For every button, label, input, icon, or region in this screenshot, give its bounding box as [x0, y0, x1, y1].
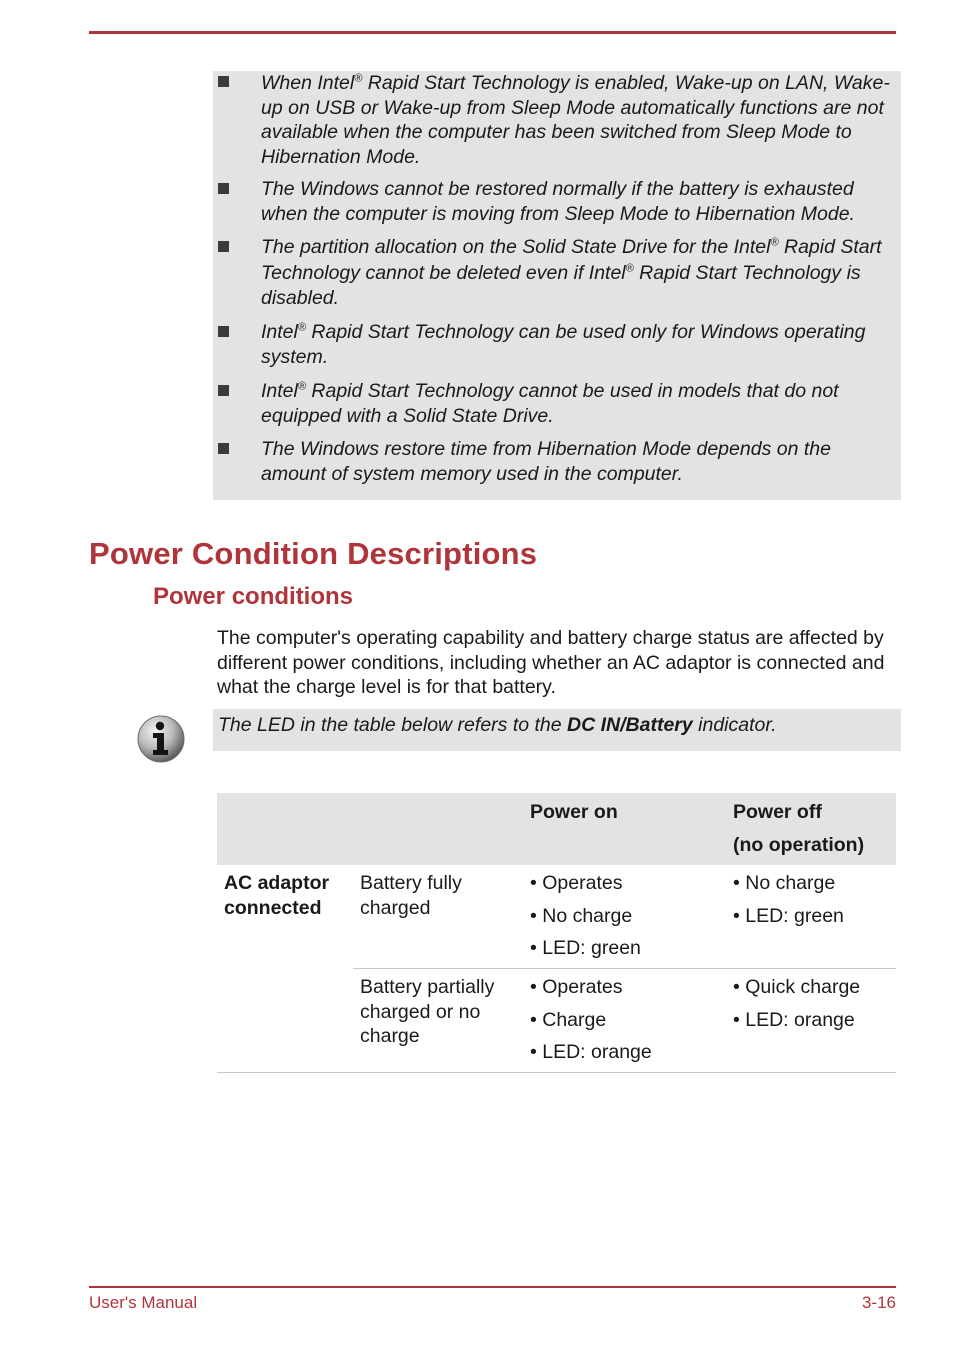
note-box [213, 71, 901, 500]
list-item: • Charge [530, 1008, 607, 1031]
list-item: • No charge [530, 904, 633, 927]
header-power-off-line2: (no operation) [733, 833, 865, 856]
header-power-off [733, 800, 864, 857]
list-item: • LED: green [530, 937, 641, 959]
info-note-text: The LED in the table below refers to the DC IN/Battery indicator. [218, 714, 777, 736]
table-cell-power-off [733, 871, 844, 936]
note-text: When Intel® Rapid Start Technology is enabled, Wake-up on LAN, Wake-up on USB or Wake-up from Sleep Mode automatically functions are not available when the computer has been switched from Sleep Mode to Hibernation Mode. [261, 72, 890, 168]
info-icon [136, 714, 186, 764]
subsection-heading: Power conditions [153, 583, 354, 610]
info-note [213, 709, 901, 751]
list-item: • Operates [530, 872, 623, 894]
note-text: The Windows restore time from Hibernation Mode depends on the amount of system memory used in the computer. [261, 438, 831, 485]
header-power-on: Power on [530, 801, 618, 823]
bullet-square-icon [218, 183, 229, 194]
page-number: 3-16 [861, 1293, 896, 1312]
intro-paragraph: The computer's operating capability and battery charge status are affected by different power conditions, including whether an AC adaptor is connected and what the charge level is for that battery. [217, 627, 885, 698]
top-rule [89, 31, 896, 34]
list-item: • LED: orange [733, 1008, 855, 1031]
list-item: • LED: green [733, 904, 844, 927]
bottom-rule [89, 1286, 896, 1288]
footer-title: User's Manual [89, 1293, 198, 1312]
note-text: Intel® Rapid Start Technology cannot be used in models that do not equipped with a Solid State Drive. [261, 380, 839, 427]
table-cell-power-off [733, 975, 860, 1040]
note-text: Intel® Rapid Start Technology can be used only for Windows operating system. [261, 321, 866, 368]
table-cell-power-on [530, 975, 652, 1073]
table-bottom-border [217, 1072, 896, 1073]
bullet-square-icon [218, 443, 229, 454]
table-row-condition: Battery fully charged [360, 872, 462, 919]
section-heading: Power Condition Descriptions [89, 536, 538, 571]
list-item: • LED: orange [530, 1041, 652, 1063]
note-text: The Windows cannot be restored normally if the battery is exhausted when the computer is moving from Sleep Mode to Hibernation Mode. [261, 178, 855, 225]
bullet-square-icon [218, 326, 229, 337]
header-power-off-line1: Power off [733, 801, 822, 823]
list-item: • Operates [530, 976, 623, 998]
note-text: The partition allocation on the Solid State Drive for the Intel® Rapid Start Technology cannot be deleted even if Intel® Rapid Start Technology is disabled. [261, 236, 882, 309]
bullet-square-icon [218, 385, 229, 396]
bullet-square-icon [218, 241, 229, 252]
list-item: • Quick charge [733, 976, 861, 998]
row-divider [353, 968, 896, 969]
bullet-square-icon [218, 76, 229, 87]
row-group-label: AC adaptor connected [224, 872, 330, 919]
table-cell-power-on [530, 871, 641, 969]
list-item: • No charge [733, 872, 836, 894]
table-row-condition: Battery partially charged or no charge [360, 976, 495, 1047]
